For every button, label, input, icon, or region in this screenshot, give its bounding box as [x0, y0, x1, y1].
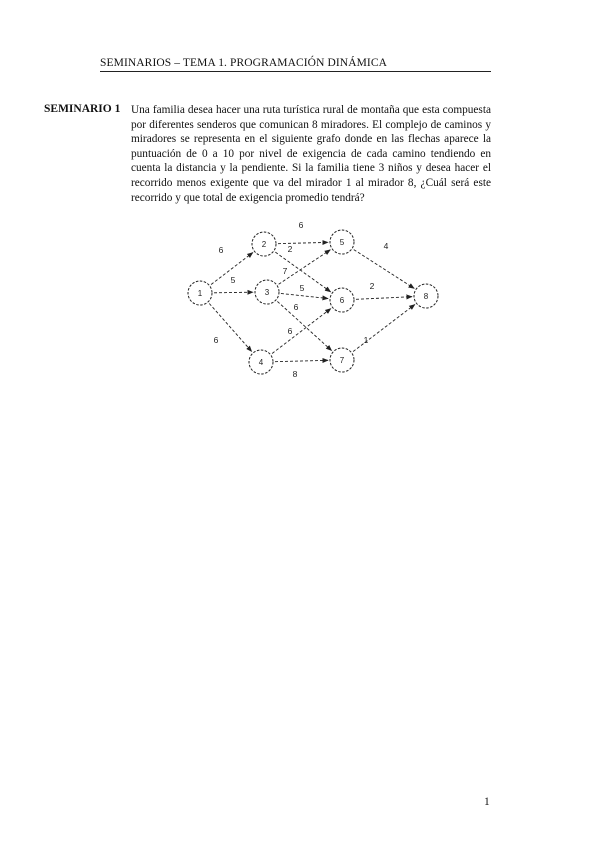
node-label-6: 6 — [339, 296, 345, 305]
node-4 — [249, 350, 273, 374]
edge-weight-5-8: 4 — [383, 241, 389, 251]
edge-6-8 — [356, 297, 412, 300]
node-1 — [188, 281, 212, 305]
node-2 — [252, 232, 276, 256]
node-3 — [255, 280, 279, 304]
edge-3-6 — [281, 293, 328, 298]
node-label-7: 7 — [339, 356, 345, 365]
node-7 — [330, 348, 354, 372]
edge-weight-3-6: 5 — [299, 283, 305, 293]
edge-line-2-5 — [278, 242, 328, 243]
edge-weight-6-8: 2 — [369, 281, 375, 291]
node-label-1: 1 — [197, 289, 203, 298]
edge-line-1-3 — [214, 292, 253, 293]
node-label-2: 2 — [261, 240, 267, 249]
edge-weight-2-6: 2 — [287, 244, 293, 254]
edge-weight-1-4: 6 — [213, 335, 219, 345]
edge-line-3-6 — [281, 293, 328, 298]
route-graph — [0, 0, 600, 400]
edge-5-8 — [354, 250, 414, 289]
edge-weight-7-8: 1 — [363, 335, 369, 345]
node-label-3: 3 — [264, 288, 270, 297]
edge-4-6 — [272, 309, 331, 354]
problem-statement: Una familia desea hacer una ruta turística rural de montaña que esta compuesta por diferentes senderos que comunican 8 miradores. El complejo de caminos y miradores se representa en el siguiente grafo donde en las flechas aparece la puntuación de 0 a 10 por nivel de exigencia de cada camino tendiendo en cuenta la distancia y la pendiente. Si la familia tiene 3 niños y desea hacer el recorrido menos exigente que va del mirador 1 al mirador 8, ¿Cuál será este recorrido y que total de exigencia promedio tendrá? — [131, 104, 491, 204]
edge-weight-2-5: 6 — [298, 220, 304, 230]
edge-weight-4-7: 8 — [292, 369, 298, 379]
node-6 — [330, 288, 354, 312]
edge-line-4-7 — [275, 360, 328, 361]
edge-line-5-8 — [354, 250, 414, 289]
edge-4-7 — [275, 360, 328, 361]
edge-weight-1-3: 5 — [230, 275, 236, 285]
node-label-8: 8 — [423, 292, 429, 301]
edge-weight-4-6: 6 — [287, 326, 293, 336]
edge-weight-3-5: 7 — [282, 266, 288, 276]
edge-line-4-6 — [272, 309, 331, 354]
problem-label: SEMINARIO 1 — [44, 103, 121, 115]
edge-weight-3-7: 6 — [293, 302, 299, 312]
node-label-5: 5 — [339, 238, 345, 247]
edge-1-3 — [214, 292, 253, 293]
page-number: 1 — [484, 796, 490, 808]
edge-2-5 — [278, 242, 328, 243]
page-header: SEMINARIOS – TEMA 1. PROGRAMACIÓN DINÁMICA — [100, 57, 491, 72]
edge-7-8 — [353, 304, 415, 351]
node-8 — [414, 284, 438, 308]
node-label-4: 4 — [258, 358, 264, 367]
edge-weight-1-2: 6 — [218, 245, 224, 255]
node-5 — [330, 230, 354, 254]
edge-line-7-8 — [353, 304, 415, 351]
edge-line-6-8 — [356, 297, 412, 300]
